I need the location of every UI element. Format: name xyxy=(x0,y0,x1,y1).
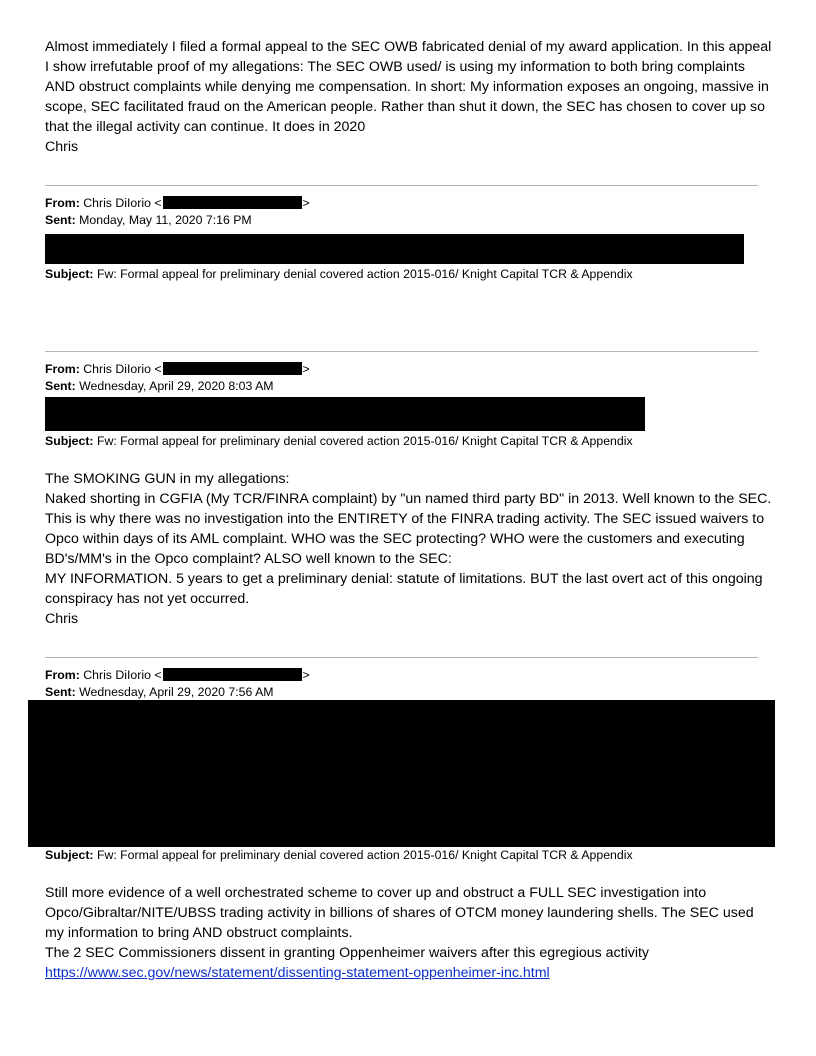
email-3-sent xyxy=(45,684,274,700)
from-close: > xyxy=(302,668,310,682)
separator-rule xyxy=(45,351,758,352)
redacted-recipients-block xyxy=(45,234,744,264)
dissenting-statement-link[interactable]: https://www.sec.gov/news/statement/dissenting-statement-oppenheimer-inc.html xyxy=(45,965,550,981)
email-1-subject xyxy=(45,266,633,282)
from-label: From: xyxy=(45,668,80,682)
subject-label: Subject: xyxy=(45,434,94,448)
email-1-sent xyxy=(45,212,252,228)
from-name: Chris DiIorio < xyxy=(83,668,162,682)
subject-label: Subject: xyxy=(45,267,94,281)
from-close: > xyxy=(302,196,310,210)
separator-rule xyxy=(45,185,758,186)
redacted-recipients-block xyxy=(28,700,775,847)
intro-signature: Chris xyxy=(45,139,79,155)
redacted-email-address xyxy=(163,362,302,375)
subject-value: Fw: Formal appeal for preliminary denial covered action 2015-016/ Knight Capital TCR & Appendix xyxy=(96,848,633,862)
sent-value: Wednesday, April 29, 2020 8:03 AM xyxy=(79,379,274,393)
subject-label: Subject: xyxy=(45,848,94,862)
sent-value: Monday, May 11, 2020 7:16 PM xyxy=(79,213,252,227)
redacted-email-address xyxy=(163,668,302,681)
body-line: The SMOKING GUN in my allegations: xyxy=(45,471,290,487)
intro-text: Almost immediately I filed a formal appeal to the SEC OWB fabricated denial of my award application. In this appeal I show irrefutable proof of my allegations: The SEC OWB used/ is using my information to both bring complaints AND obstruct complaints while denying me compensation. In short: My information exposes an ongoing, massive in scope, SEC facilitated fraud on the American people. Rather than shut it down, the SEC has chosen to cover up so that the illegal activity can continue. It does in 2020 xyxy=(45,39,772,135)
email-2-body xyxy=(45,469,775,629)
email-2-signature: Chris xyxy=(45,611,79,627)
email-3-subject xyxy=(45,847,633,863)
redacted-recipients-block xyxy=(45,397,645,431)
body-line: Naked shorting in CGFIA (My TCR/FINRA complaint) by "un named third party BD" in 2013. Well known to the SEC. This is why there was no investigation into the ENTIRETY of the FINRA trading activity. The SEC issued waivers to Opco within days of its AML complaint. WHO was the SEC protecting? WHO were the customers and executing BD's/MM's in the Opco complaint? ALSO well known to the SEC: xyxy=(45,491,772,567)
email-1-from xyxy=(45,195,310,211)
sent-value: Wednesday, April 29, 2020 7:56 AM xyxy=(79,685,274,699)
email-2-from xyxy=(45,361,310,377)
body-line: MY INFORMATION. 5 years to get a preliminary denial: statute of limitations. BUT the last overt act of this ongoing conspiracy has not yet occurred. xyxy=(45,571,763,607)
from-close: > xyxy=(302,362,310,376)
body-line: The 2 SEC Commissioners dissent in granting Oppenheimer waivers after this egregious activity xyxy=(45,945,650,961)
intro-paragraph xyxy=(45,37,775,157)
from-label: From: xyxy=(45,362,80,376)
from-label: From: xyxy=(45,196,80,210)
separator-rule xyxy=(45,657,758,658)
redacted-email-address xyxy=(163,196,302,209)
email-2-sent xyxy=(45,378,274,394)
sent-label: Sent: xyxy=(45,685,76,699)
email-2-subject xyxy=(45,433,633,449)
from-name: Chris DiIorio < xyxy=(83,362,162,376)
email-3-from xyxy=(45,667,310,683)
from-name: Chris DiIorio < xyxy=(83,196,162,210)
sent-label: Sent: xyxy=(45,379,76,393)
body-line: Still more evidence of a well orchestrated scheme to cover up and obstruct a FULL SEC investigation into Opco/Gibraltar/NITE/UBSS trading activity in billions of shares of OTCM money laundering shells. The SEC used my information to bring AND obstruct complaints. xyxy=(45,885,754,941)
subject-value: Fw: Formal appeal for preliminary denial covered action 2015-016/ Knight Capital TCR & Appendix xyxy=(96,434,633,448)
subject-value: Fw: Formal appeal for preliminary denial covered action 2015-016/ Knight Capital TCR & Appendix xyxy=(96,267,633,281)
sent-label: Sent: xyxy=(45,213,76,227)
email-3-body xyxy=(45,883,775,983)
